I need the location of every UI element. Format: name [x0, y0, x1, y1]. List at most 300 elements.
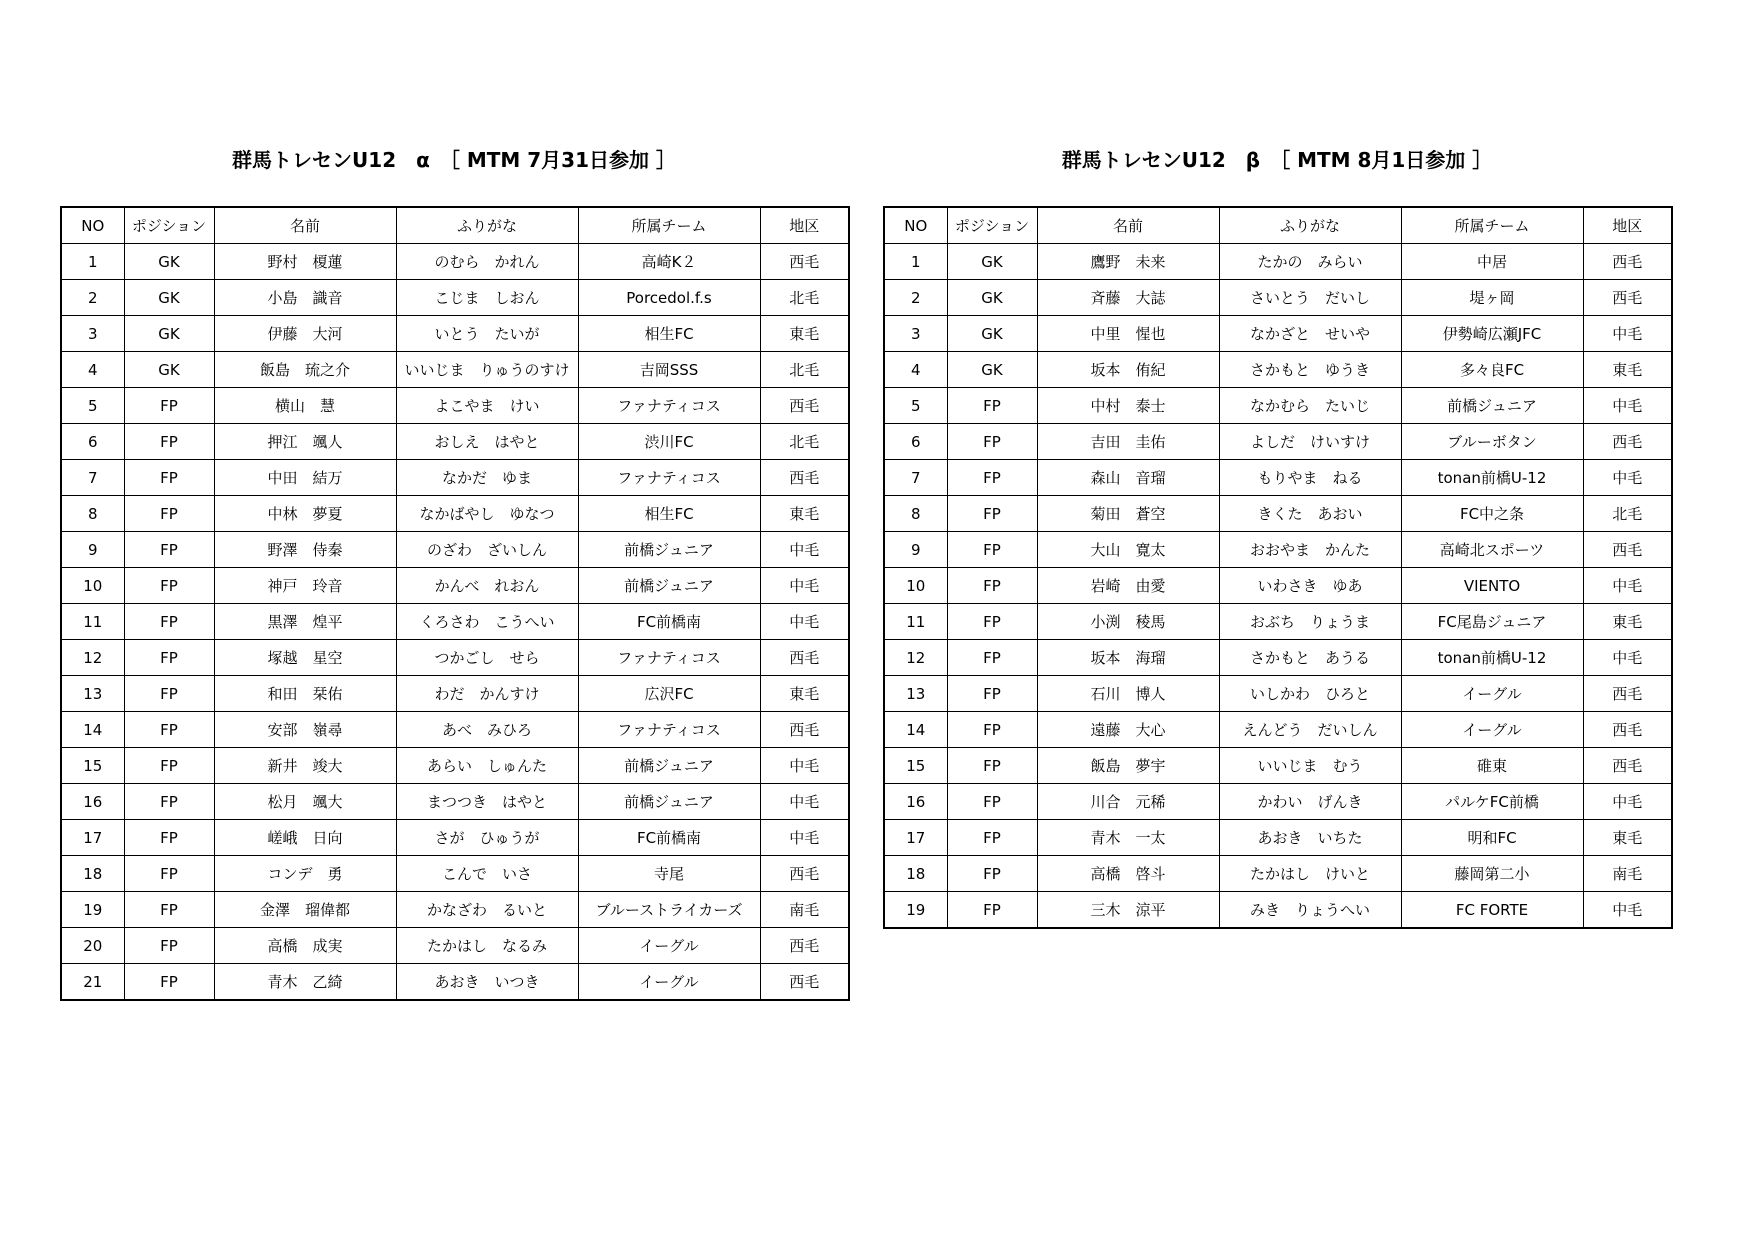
cell-position: FP [124, 928, 214, 964]
cell-furigana: さいとう だいし [1219, 280, 1401, 316]
cell-furigana: いとう たいが [396, 316, 578, 352]
roster-table [883, 206, 1673, 929]
cell-team: 相生FC [578, 496, 760, 532]
header-name: 名前 [1037, 207, 1219, 244]
cell-region: 中毛 [760, 748, 849, 784]
cell-region: 中毛 [760, 820, 849, 856]
cell-name: 遠藤 大心 [1037, 712, 1219, 748]
table-row [884, 820, 1672, 856]
cell-name: 川合 元稀 [1037, 784, 1219, 820]
cell-position: FP [947, 568, 1037, 604]
cell-no: 8 [884, 496, 947, 532]
cell-team: FC前橋南 [578, 820, 760, 856]
cell-name: 和田 栞佑 [214, 676, 396, 712]
cell-team: VIENTO [1401, 568, 1583, 604]
cell-region: 東毛 [760, 676, 849, 712]
cell-position: FP [947, 784, 1037, 820]
cell-no: 9 [61, 532, 124, 568]
cell-position: GK [124, 316, 214, 352]
cell-name: 伊藤 大河 [214, 316, 396, 352]
table-row [61, 460, 849, 496]
cell-no: 21 [61, 964, 124, 1001]
cell-team: 藤岡第二小 [1401, 856, 1583, 892]
cell-name: 菊田 蒼空 [1037, 496, 1219, 532]
header-row [61, 207, 849, 244]
cell-team: イーグル [578, 928, 760, 964]
cell-position: FP [947, 640, 1037, 676]
cell-no: 6 [884, 424, 947, 460]
cell-team: 前橋ジュニア [578, 568, 760, 604]
header-no: NO [884, 207, 947, 244]
cell-position: FP [124, 496, 214, 532]
header-name: 名前 [214, 207, 396, 244]
table-row [884, 892, 1672, 929]
cell-team: 前橋ジュニア [578, 532, 760, 568]
cell-region: 中毛 [1583, 316, 1672, 352]
cell-position: FP [124, 424, 214, 460]
cell-team: イーグル [1401, 712, 1583, 748]
cell-position: FP [124, 676, 214, 712]
cell-position: FP [124, 532, 214, 568]
cell-furigana: まつつき はやと [396, 784, 578, 820]
cell-name: 高橋 啓斗 [1037, 856, 1219, 892]
table-row [884, 424, 1672, 460]
cell-team: イーグル [578, 964, 760, 1001]
cell-no: 17 [884, 820, 947, 856]
table-row [61, 280, 849, 316]
table-row [61, 712, 849, 748]
cell-team: 前橋ジュニア [1401, 388, 1583, 424]
cell-team: FC FORTE [1401, 892, 1583, 929]
cell-region: 中毛 [1583, 568, 1672, 604]
cell-position: GK [947, 316, 1037, 352]
cell-furigana: もりやま ねる [1219, 460, 1401, 496]
cell-furigana: おおやま かんた [1219, 532, 1401, 568]
cell-position: GK [124, 280, 214, 316]
header-team: 所属チーム [1401, 207, 1583, 244]
cell-team: 渋川FC [578, 424, 760, 460]
cell-furigana: こんで いさ [396, 856, 578, 892]
cell-furigana: こじま しおん [396, 280, 578, 316]
cell-position: GK [124, 244, 214, 280]
cell-furigana: えんどう だいしん [1219, 712, 1401, 748]
cell-region: 中毛 [760, 568, 849, 604]
table-row [884, 316, 1672, 352]
cell-name: 斉藤 大誌 [1037, 280, 1219, 316]
cell-furigana: よしだ けいすけ [1219, 424, 1401, 460]
cell-region: 北毛 [760, 280, 849, 316]
cell-region: 西毛 [1583, 676, 1672, 712]
cell-team: 吉岡SSS [578, 352, 760, 388]
cell-region: 北毛 [1583, 496, 1672, 532]
cell-region: 西毛 [760, 388, 849, 424]
cell-name: 吉田 圭佑 [1037, 424, 1219, 460]
header-furigana: ふりがな [396, 207, 578, 244]
cell-position: FP [124, 892, 214, 928]
cell-region: 西毛 [760, 712, 849, 748]
cell-furigana: かわい げんき [1219, 784, 1401, 820]
cell-team: 寺尾 [578, 856, 760, 892]
cell-position: GK [947, 280, 1037, 316]
cell-no: 17 [61, 820, 124, 856]
cell-region: 中毛 [760, 784, 849, 820]
cell-no: 3 [61, 316, 124, 352]
cell-no: 18 [61, 856, 124, 892]
cell-furigana: つかごし せら [396, 640, 578, 676]
cell-region: 西毛 [760, 460, 849, 496]
cell-name: コンデ 勇 [214, 856, 396, 892]
cell-region: 東毛 [760, 496, 849, 532]
cell-no: 11 [61, 604, 124, 640]
cell-name: 野村 榎蓮 [214, 244, 396, 280]
cell-furigana: わだ かんすけ [396, 676, 578, 712]
cell-furigana: くろさわ こうへい [396, 604, 578, 640]
cell-no: 16 [884, 784, 947, 820]
cell-no: 12 [61, 640, 124, 676]
cell-furigana: いしかわ ひろと [1219, 676, 1401, 712]
cell-no: 14 [61, 712, 124, 748]
cell-team: ファナティコス [578, 712, 760, 748]
cell-team: ブルーストライカーズ [578, 892, 760, 928]
cell-no: 5 [61, 388, 124, 424]
cell-no: 7 [61, 460, 124, 496]
cell-position: FP [124, 712, 214, 748]
cell-name: 神戸 玲音 [214, 568, 396, 604]
cell-position: FP [124, 568, 214, 604]
cell-team: FC中之条 [1401, 496, 1583, 532]
cell-name: 岩崎 由愛 [1037, 568, 1219, 604]
cell-region: 西毛 [760, 856, 849, 892]
cell-region: 中毛 [1583, 892, 1672, 929]
cell-team: イーグル [1401, 676, 1583, 712]
cell-position: FP [947, 748, 1037, 784]
cell-team: 広沢FC [578, 676, 760, 712]
cell-no: 6 [61, 424, 124, 460]
cell-team: 相生FC [578, 316, 760, 352]
cell-name: 塚越 星空 [214, 640, 396, 676]
cell-name: 鷹野 未来 [1037, 244, 1219, 280]
cell-region: 西毛 [1583, 748, 1672, 784]
cell-furigana: なかむら たいじ [1219, 388, 1401, 424]
cell-furigana: よこやま けい [396, 388, 578, 424]
cell-team: ファナティコス [578, 460, 760, 496]
table-row [61, 532, 849, 568]
cell-region: 中毛 [760, 604, 849, 640]
cell-furigana: のむら かれん [396, 244, 578, 280]
cell-no: 19 [884, 892, 947, 929]
cell-team: FC尾島ジュニア [1401, 604, 1583, 640]
cell-position: FP [947, 460, 1037, 496]
table-row [61, 892, 849, 928]
cell-furigana: なかだ ゆま [396, 460, 578, 496]
cell-no: 14 [884, 712, 947, 748]
cell-name: 押江 颯人 [214, 424, 396, 460]
table-row [884, 676, 1672, 712]
cell-name: 松月 颯大 [214, 784, 396, 820]
table-row [884, 640, 1672, 676]
cell-region: 西毛 [1583, 424, 1672, 460]
cell-region: 中毛 [760, 532, 849, 568]
cell-furigana: かなざわ るいと [396, 892, 578, 928]
table-row [61, 388, 849, 424]
table-row [61, 676, 849, 712]
cell-no: 15 [884, 748, 947, 784]
cell-position: FP [124, 748, 214, 784]
cell-no: 1 [884, 244, 947, 280]
cell-region: 中毛 [1583, 388, 1672, 424]
table-row [884, 748, 1672, 784]
cell-region: 中毛 [1583, 460, 1672, 496]
cell-no: 18 [884, 856, 947, 892]
cell-region: 中毛 [1583, 784, 1672, 820]
cell-furigana: さが ひゅうが [396, 820, 578, 856]
cell-team: 前橋ジュニア [578, 784, 760, 820]
cell-no: 10 [61, 568, 124, 604]
cell-position: GK [947, 352, 1037, 388]
cell-name: 中田 結万 [214, 460, 396, 496]
cell-no: 2 [884, 280, 947, 316]
cell-furigana: なかばやし ゆなつ [396, 496, 578, 532]
table-row [884, 604, 1672, 640]
cell-no: 2 [61, 280, 124, 316]
cell-position: FP [124, 460, 214, 496]
header-position: ポジション [947, 207, 1037, 244]
table-row [61, 496, 849, 532]
table-row [61, 316, 849, 352]
cell-no: 20 [61, 928, 124, 964]
table-row [884, 568, 1672, 604]
cell-team: ファナティコス [578, 640, 760, 676]
cell-team: ファナティコス [578, 388, 760, 424]
cell-furigana: いいじま りゅうのすけ [396, 352, 578, 388]
cell-position: FP [947, 532, 1037, 568]
table-row [884, 460, 1672, 496]
cell-name: 中里 惺也 [1037, 316, 1219, 352]
cell-position: FP [947, 496, 1037, 532]
cell-region: 西毛 [1583, 532, 1672, 568]
cell-furigana: あおき いつき [396, 964, 578, 1001]
cell-name: 森山 音瑠 [1037, 460, 1219, 496]
cell-name: 横山 慧 [214, 388, 396, 424]
cell-position: FP [124, 604, 214, 640]
header-region: 地区 [760, 207, 849, 244]
cell-name: 大山 寛太 [1037, 532, 1219, 568]
cell-furigana: おしえ はやと [396, 424, 578, 460]
table-row [61, 568, 849, 604]
cell-furigana: のざわ ざいしん [396, 532, 578, 568]
table-row [884, 496, 1672, 532]
cell-region: 西毛 [760, 964, 849, 1001]
table-row [884, 244, 1672, 280]
cell-no: 9 [884, 532, 947, 568]
cell-name: 青木 乙綺 [214, 964, 396, 1001]
table-row [61, 748, 849, 784]
cell-position: FP [124, 784, 214, 820]
cell-region: 西毛 [1583, 280, 1672, 316]
cell-furigana: なかざと せいや [1219, 316, 1401, 352]
cell-furigana: おぶち りょうま [1219, 604, 1401, 640]
cell-team: 伊勢崎広瀬JFC [1401, 316, 1583, 352]
header-position: ポジション [124, 207, 214, 244]
cell-name: 新井 竣大 [214, 748, 396, 784]
cell-region: 東毛 [760, 316, 849, 352]
cell-name: 中村 泰士 [1037, 388, 1219, 424]
cell-furigana: きくた あおい [1219, 496, 1401, 532]
cell-region: 西毛 [760, 244, 849, 280]
cell-region: 北毛 [760, 352, 849, 388]
cell-furigana: たかはし けいと [1219, 856, 1401, 892]
cell-region: 西毛 [1583, 244, 1672, 280]
cell-no: 1 [61, 244, 124, 280]
cell-team: tonan前橋U-12 [1401, 460, 1583, 496]
cell-team: 前橋ジュニア [578, 748, 760, 784]
table-row [61, 928, 849, 964]
cell-name: 飯島 夢宇 [1037, 748, 1219, 784]
cell-furigana: みき りょうへい [1219, 892, 1401, 929]
cell-position: FP [124, 820, 214, 856]
cell-furigana: あべ みひろ [396, 712, 578, 748]
cell-furigana: あらい しゅんた [396, 748, 578, 784]
table-row [884, 784, 1672, 820]
cell-team: 高崎北スポーツ [1401, 532, 1583, 568]
cell-position: FP [947, 856, 1037, 892]
table-row [61, 820, 849, 856]
cell-furigana: かんべ れおん [396, 568, 578, 604]
cell-name: 安部 嶺尋 [214, 712, 396, 748]
table-row [61, 964, 849, 1001]
cell-furigana: いいじま むう [1219, 748, 1401, 784]
cell-position: FP [947, 892, 1037, 929]
cell-name: 小渕 稜馬 [1037, 604, 1219, 640]
cell-region: 西毛 [760, 640, 849, 676]
cell-name: 小島 識音 [214, 280, 396, 316]
cell-name: 坂本 海瑠 [1037, 640, 1219, 676]
table-row [884, 352, 1672, 388]
cell-position: FP [124, 964, 214, 1001]
cell-team: Porcedol.f.s [578, 280, 760, 316]
cell-furigana: さかもと ゆうき [1219, 352, 1401, 388]
cell-region: 西毛 [1583, 712, 1672, 748]
cell-team: 高崎K２ [578, 244, 760, 280]
cell-name: 石川 博人 [1037, 676, 1219, 712]
cell-region: 南毛 [760, 892, 849, 928]
cell-region: 中毛 [1583, 640, 1672, 676]
cell-position: GK [124, 352, 214, 388]
cell-position: FP [947, 676, 1037, 712]
cell-team: 碓東 [1401, 748, 1583, 784]
table-row [61, 244, 849, 280]
cell-team: 中居 [1401, 244, 1583, 280]
cell-no: 11 [884, 604, 947, 640]
cell-name: 嵯峨 日向 [214, 820, 396, 856]
cell-name: 三木 涼平 [1037, 892, 1219, 929]
cell-position: FP [947, 820, 1037, 856]
cell-no: 10 [884, 568, 947, 604]
cell-team: ブルーボタン [1401, 424, 1583, 460]
cell-name: 中林 夢夏 [214, 496, 396, 532]
table-row [61, 856, 849, 892]
table-row [61, 640, 849, 676]
cell-name: 坂本 侑紀 [1037, 352, 1219, 388]
cell-region: 北毛 [760, 424, 849, 460]
header-team: 所属チーム [578, 207, 760, 244]
roster-panel-beta [883, 140, 1671, 929]
header-region: 地区 [1583, 207, 1672, 244]
cell-region: 東毛 [1583, 820, 1672, 856]
cell-furigana: あおき いちた [1219, 820, 1401, 856]
cell-furigana: たかの みらい [1219, 244, 1401, 280]
header-no: NO [61, 207, 124, 244]
cell-furigana: いわさき ゆあ [1219, 568, 1401, 604]
cell-region: 西毛 [760, 928, 849, 964]
cell-name: 野澤 侍秦 [214, 532, 396, 568]
header-row [884, 207, 1672, 244]
cell-position: GK [947, 244, 1037, 280]
table-row [884, 280, 1672, 316]
roster-title: 群馬トレセンU12 α ［ MTM 7月31日参加 ］ [232, 148, 676, 172]
cell-no: 5 [884, 388, 947, 424]
cell-name: 黒澤 煌平 [214, 604, 396, 640]
cell-no: 13 [884, 676, 947, 712]
cell-region: 東毛 [1583, 604, 1672, 640]
table-row [61, 352, 849, 388]
table-row [884, 712, 1672, 748]
cell-position: FP [947, 712, 1037, 748]
cell-name: 高橋 成実 [214, 928, 396, 964]
cell-position: FP [947, 604, 1037, 640]
cell-region: 東毛 [1583, 352, 1672, 388]
cell-position: FP [947, 388, 1037, 424]
cell-position: FP [947, 424, 1037, 460]
header-furigana: ふりがな [1219, 207, 1401, 244]
cell-no: 4 [61, 352, 124, 388]
cell-name: 金澤 瑠偉都 [214, 892, 396, 928]
cell-furigana: さかもと あうる [1219, 640, 1401, 676]
roster-title: 群馬トレセンU12 β ［ MTM 8月1日参加 ］ [1061, 148, 1493, 172]
roster-panel-alpha [60, 140, 848, 1001]
table-row [884, 856, 1672, 892]
roster-table [60, 206, 850, 1001]
cell-team: 明和FC [1401, 820, 1583, 856]
table-row [884, 532, 1672, 568]
cell-position: FP [124, 856, 214, 892]
cell-no: 4 [884, 352, 947, 388]
table-row [61, 424, 849, 460]
table-row [61, 784, 849, 820]
cell-team: 堤ヶ岡 [1401, 280, 1583, 316]
cell-region: 南毛 [1583, 856, 1672, 892]
table-row [61, 604, 849, 640]
cell-no: 8 [61, 496, 124, 532]
cell-team: パルケFC前橋 [1401, 784, 1583, 820]
cell-no: 19 [61, 892, 124, 928]
table-row [884, 388, 1672, 424]
cell-name: 飯島 琉之介 [214, 352, 396, 388]
cell-position: FP [124, 388, 214, 424]
cell-position: FP [124, 640, 214, 676]
cell-no: 12 [884, 640, 947, 676]
cell-name: 青木 一太 [1037, 820, 1219, 856]
cell-no: 13 [61, 676, 124, 712]
cell-no: 15 [61, 748, 124, 784]
cell-team: tonan前橋U-12 [1401, 640, 1583, 676]
cell-no: 3 [884, 316, 947, 352]
cell-team: 多々良FC [1401, 352, 1583, 388]
cell-furigana: たかはし なるみ [396, 928, 578, 964]
cell-no: 7 [884, 460, 947, 496]
cell-no: 16 [61, 784, 124, 820]
cell-team: FC前橋南 [578, 604, 760, 640]
